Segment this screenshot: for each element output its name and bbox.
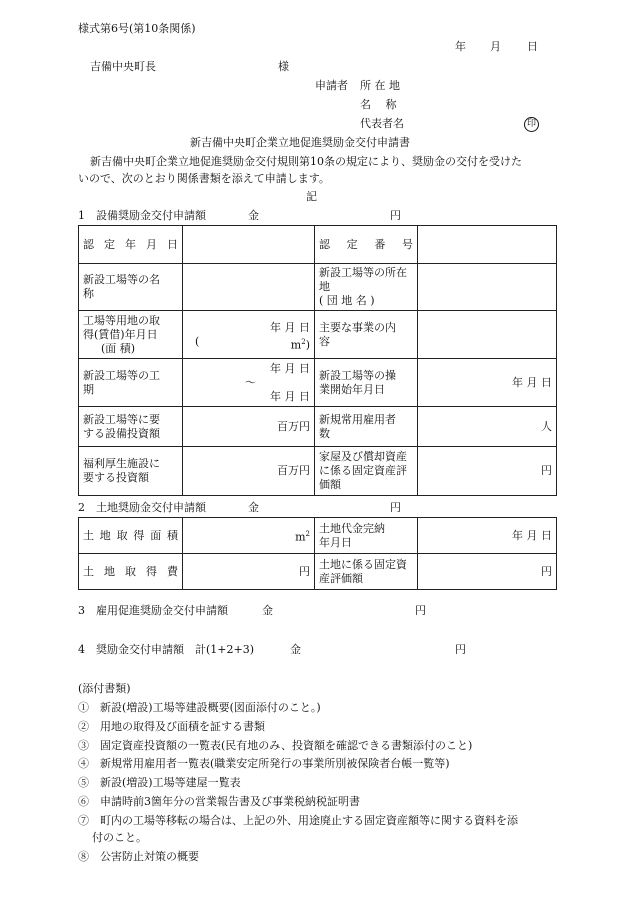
value-land-acquire-date[interactable]: 年 月 日 ( $m^2$) (183, 311, 315, 359)
table-row (79, 311, 557, 359)
label-factory-name: 新設工場等の名 称 (79, 264, 183, 311)
section2-table (78, 517, 557, 590)
label-land-payment-date: 土地代金完納 年月日 (315, 518, 418, 554)
attachment-item-2: ② 用地の取得及び面積を証する書類 (78, 720, 265, 733)
attachment-item-3: ③ 固定資産投資額の一覧表(民有地のみ、投資額を確認できる書類添付のこと) (78, 739, 473, 752)
value-factory-name[interactable] (183, 264, 315, 311)
label-welfare-investment: 福利厚生施設に 要する投資額 (79, 447, 183, 496)
section2-kin: 金 (248, 501, 259, 514)
label-operation-start: 新設工場等の操 業開始年月日 (315, 359, 418, 407)
form-number: 様式第6号(第10条関係) (78, 22, 196, 35)
attachment-item-8: ⑧ 公害防止対策の概要 (78, 850, 199, 863)
section3-kin: 金 (262, 604, 273, 617)
label-land-cost: 土 地 取 得 費 (79, 554, 183, 590)
date-day: 日 (527, 40, 538, 53)
label-fixed-asset-eval: 家屋及び償却資産 に係る固定資産評 価額 (315, 447, 418, 496)
section1-kin: 金 (248, 209, 259, 222)
attachment-item-6: ⑥ 申請時前3箇年分の営業報告書及び事業税納税証明書 (78, 795, 360, 808)
intro-line-1: 新吉備中央町企業立地促進奨励金交付規則第10条の規定により、奨励金の交付を受けた (90, 155, 522, 168)
table-row (79, 226, 557, 264)
table-row (79, 554, 557, 590)
section4-kin: 金 (290, 643, 301, 656)
label-construction-period: 新設工場等の工 期 (79, 359, 183, 407)
value-nintei-no[interactable] (418, 226, 557, 264)
table-row (79, 407, 557, 447)
value-main-business[interactable] (418, 311, 557, 359)
intro-line-2: いので、次のとおり関係書類を添えて申請します。 (78, 172, 330, 185)
section1-yen: 円 (390, 209, 401, 222)
label-factory-location: 新設工場等の所在地 ( 団 地 名 ) (315, 264, 418, 311)
table-row (79, 264, 557, 311)
applicant-rep-label: 代表者名 (360, 117, 404, 130)
applicant-label: 申請者 (315, 79, 348, 92)
value-land-payment-date[interactable]: 年 月 日 (418, 518, 557, 554)
section2-yen: 円 (390, 501, 401, 514)
value-welfare-investment[interactable]: 百万円 (183, 447, 315, 496)
date-month: 月 (490, 40, 501, 53)
value-operation-start[interactable]: 年 月 日 (418, 359, 557, 407)
value-fixed-asset-eval[interactable]: 円 (418, 447, 557, 496)
table-row (79, 447, 557, 496)
section3-yen: 円 (415, 604, 426, 617)
label-land-acquire-date: 工場等用地の取 得(賃借)年月日 (面 積) (79, 311, 183, 359)
attachment-item-1: ① 新設(増設)工場等建設概要(図面添付のこと。) (78, 701, 321, 714)
label-land-asset-eval: 土地に係る固定資 産評価額 (315, 554, 418, 590)
section4-heading: 4 奨励金交付申請額 計(1+2+3) (78, 643, 255, 656)
value-land-cost[interactable]: 円 (183, 554, 315, 590)
value-new-employees[interactable]: 人 (418, 407, 557, 447)
applicant-name-label: 名 称 (360, 98, 397, 111)
attachment-item-7-cont: 付のこと。 (92, 831, 147, 844)
attachments-heading: (添付書類) (78, 682, 131, 695)
label-land-area: 土 地 取 得 面 積 (79, 518, 183, 554)
value-land-asset-eval[interactable]: 円 (418, 554, 557, 590)
section2-heading: 2 土地奨励金交付申請額 (78, 501, 206, 514)
section3-heading: 3 雇用促進奨励金交付申請額 (78, 604, 228, 617)
label-main-business: 主要な事業の内 容 (315, 311, 418, 359)
addressee-sama: 様 (278, 60, 289, 73)
value-construction-period[interactable]: 年 月 日 ～ 年 月 日 (183, 359, 315, 407)
attachment-item-7: ⑦ 町内の工場等移転の場合は、上記の外、用途廃止する固定資産額等に関する資料を添 (78, 814, 518, 827)
ki-label: 記 (306, 190, 317, 203)
section1-heading: 1 設備奨励金交付申請額 (78, 209, 206, 222)
attachment-item-4: ④ 新規常用雇用者一覧表(職業安定所発行の事業所別被保険者台帳一覧等) (78, 757, 450, 770)
label-nintei-no: 認 定 番 号 (315, 226, 418, 264)
seal-mark (524, 116, 539, 132)
page-title: 新吉備中央町企業立地促進奨励金交付申請書 (190, 136, 410, 149)
label-nintei-date: 認 定 年 月 日 (79, 226, 183, 264)
date-year: 年 (455, 40, 466, 53)
section1-table (78, 225, 557, 496)
seal-icon: 印 (524, 117, 539, 132)
applicant-address-label: 所 在 地 (360, 79, 400, 92)
attachment-item-5: ⑤ 新設(増設)工場等建屋一覧表 (78, 776, 241, 789)
value-nintei-date[interactable] (183, 226, 315, 264)
value-land-area[interactable]: $m^2$ (183, 518, 315, 554)
label-new-employees: 新規常用雇用者 数 (315, 407, 418, 447)
label-equipment-investment: 新設工場等に要 する設備投資額 (79, 407, 183, 447)
value-factory-location[interactable] (418, 264, 557, 311)
section4-yen: 円 (455, 643, 466, 656)
table-row (79, 518, 557, 554)
value-equipment-investment[interactable]: 百万円 (183, 407, 315, 447)
table-row (79, 359, 557, 407)
addressee-mayor: 吉備中央町長 (90, 60, 156, 73)
